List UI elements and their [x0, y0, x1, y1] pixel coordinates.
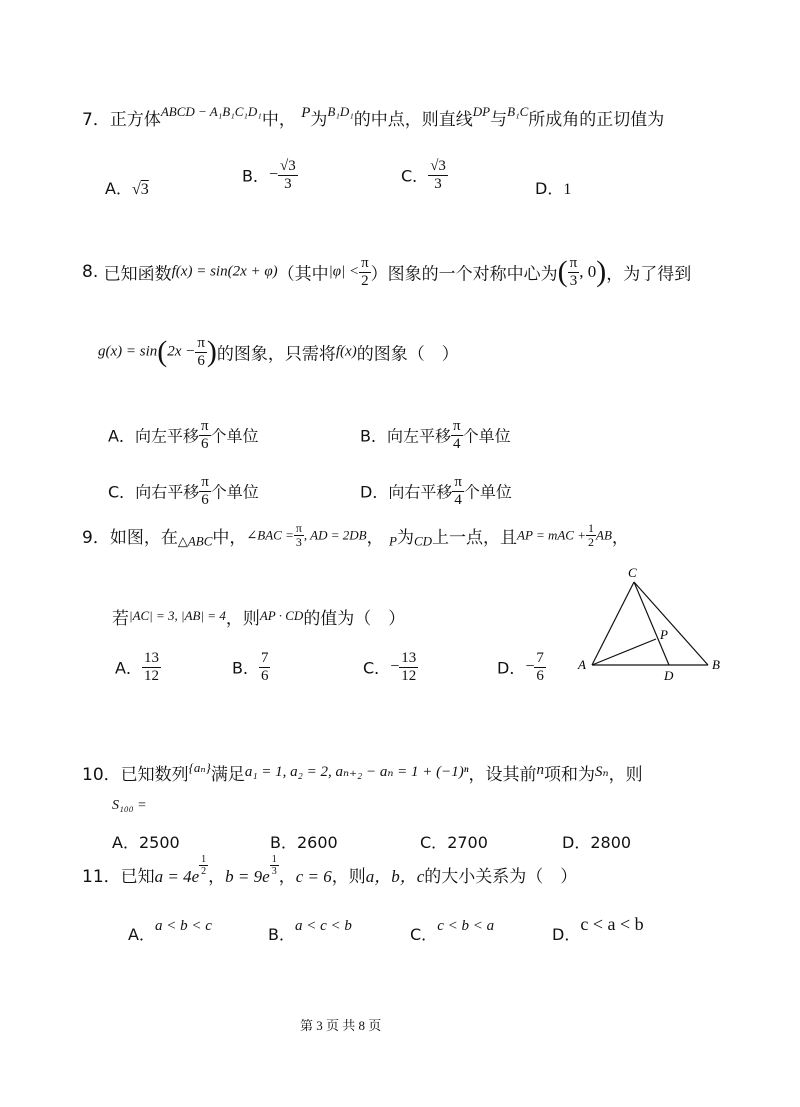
q9-option-b[interactable]: B． $\frac{7}{6}$ [232, 650, 269, 684]
label-c: C [628, 565, 637, 580]
q8-option-a[interactable]: A．向左平移 $\frac{\pi}{6}$ 个单位 [108, 418, 259, 452]
q7-option-c[interactable]: C． $\frac{√3}{3}$ [401, 158, 446, 192]
q10-option-a[interactable]: A．2500 [112, 833, 180, 852]
q7-option-d[interactable]: D．1 [535, 179, 572, 198]
q11-option-d[interactable]: D．c < a < b [552, 914, 644, 944]
q9-option-d[interactable]: D．− $\frac{7}{6}$ [497, 650, 544, 684]
q9-triangle-figure [570, 565, 730, 685]
q8-option-d[interactable]: D．向右平移 $\frac{\pi}{4}$ 个单位 [360, 474, 512, 508]
q10-s100: S₁₀₀ = [112, 798, 147, 813]
q10-option-c[interactable]: C．2700 [420, 833, 488, 852]
label-p: P [660, 627, 668, 642]
q10-option-b[interactable]: B．2600 [270, 833, 338, 852]
segment-cd [634, 582, 669, 665]
q9-option-a[interactable]: A． $\frac{13}{12}$ [115, 650, 159, 684]
q8-stem-line2: g(x) = sin(2x − $\frac{\pi}{6}$ )的图象，只需将f(x)的图象（ ） [98, 335, 459, 369]
q7-stem: 7．正方体$^{ABCD - A_1B_1C_1D_1}$中， P为$^{B_1D_1}$的中点，则直线$^{DP}$与$^{B_1C}$所成角的正切值为 [82, 104, 665, 130]
label-b: B [712, 657, 720, 672]
q8-stem-line1: 8. 已知函数f(x) = sin(2x + φ)（其中|φ| < $\frac{\pi}{2}$ ）图象的一个对称中心为( $\frac{\pi}{3}$ , 0)，为了得到 [82, 255, 692, 289]
q9-stem-line2: 若$^{|AC| = 3, |AB| = 4}$，则$^{AP \cdot CD}$的值为（ ） [112, 608, 406, 629]
side-ac [592, 582, 634, 665]
q11-option-b[interactable]: B．a < c < b [268, 918, 352, 944]
side-bc [634, 582, 708, 665]
q11-option-c[interactable]: C．c < b < a [410, 918, 495, 944]
q7-option-a[interactable]: A．√3 [105, 179, 149, 198]
label-a: A [578, 657, 586, 672]
q8-option-b[interactable]: B．向左平移 $\frac{\pi}{4}$ 个单位 [360, 418, 511, 452]
q7-option-b[interactable]: B．− $\frac{√3}{3}$ [242, 158, 296, 192]
q10-option-d[interactable]: D．2800 [562, 833, 632, 852]
q9-option-c[interactable]: C．− $\frac{13}{12}$ [363, 650, 417, 684]
page-footer: 第 3 页 共 8 页 [300, 1018, 382, 1033]
segment-ap [592, 639, 656, 665]
label-d: D [664, 668, 674, 683]
q8-option-c[interactable]: C．向右平移 $\frac{\pi}{6}$ 个单位 [108, 474, 259, 508]
q10-stem: 10．已知数列$^{\{a_n\}}$满足a₁ = 1, a₂ = 2, aₙ₊₂ − aₙ = 1 + (−1)ⁿ，设其前n项和为Sₙ，则 [82, 760, 643, 785]
q11-option-a[interactable]: A．a < b < c [128, 918, 212, 944]
q11-stem: 11．已知a = 4e $\frac{1}{2}$ ，b = 9e $\frac{1}{3}$ ，c = 6，则a，b，c的大小关系为（ ） [82, 853, 578, 887]
q9-stem-line1: 9．如图，在△ABC中，∠BAC = $\frac{\pi}{3}$ , AD = 2DB， P为CD上一点，且AP = mAC + $\frac{1}{2}$ AB， [82, 521, 629, 550]
